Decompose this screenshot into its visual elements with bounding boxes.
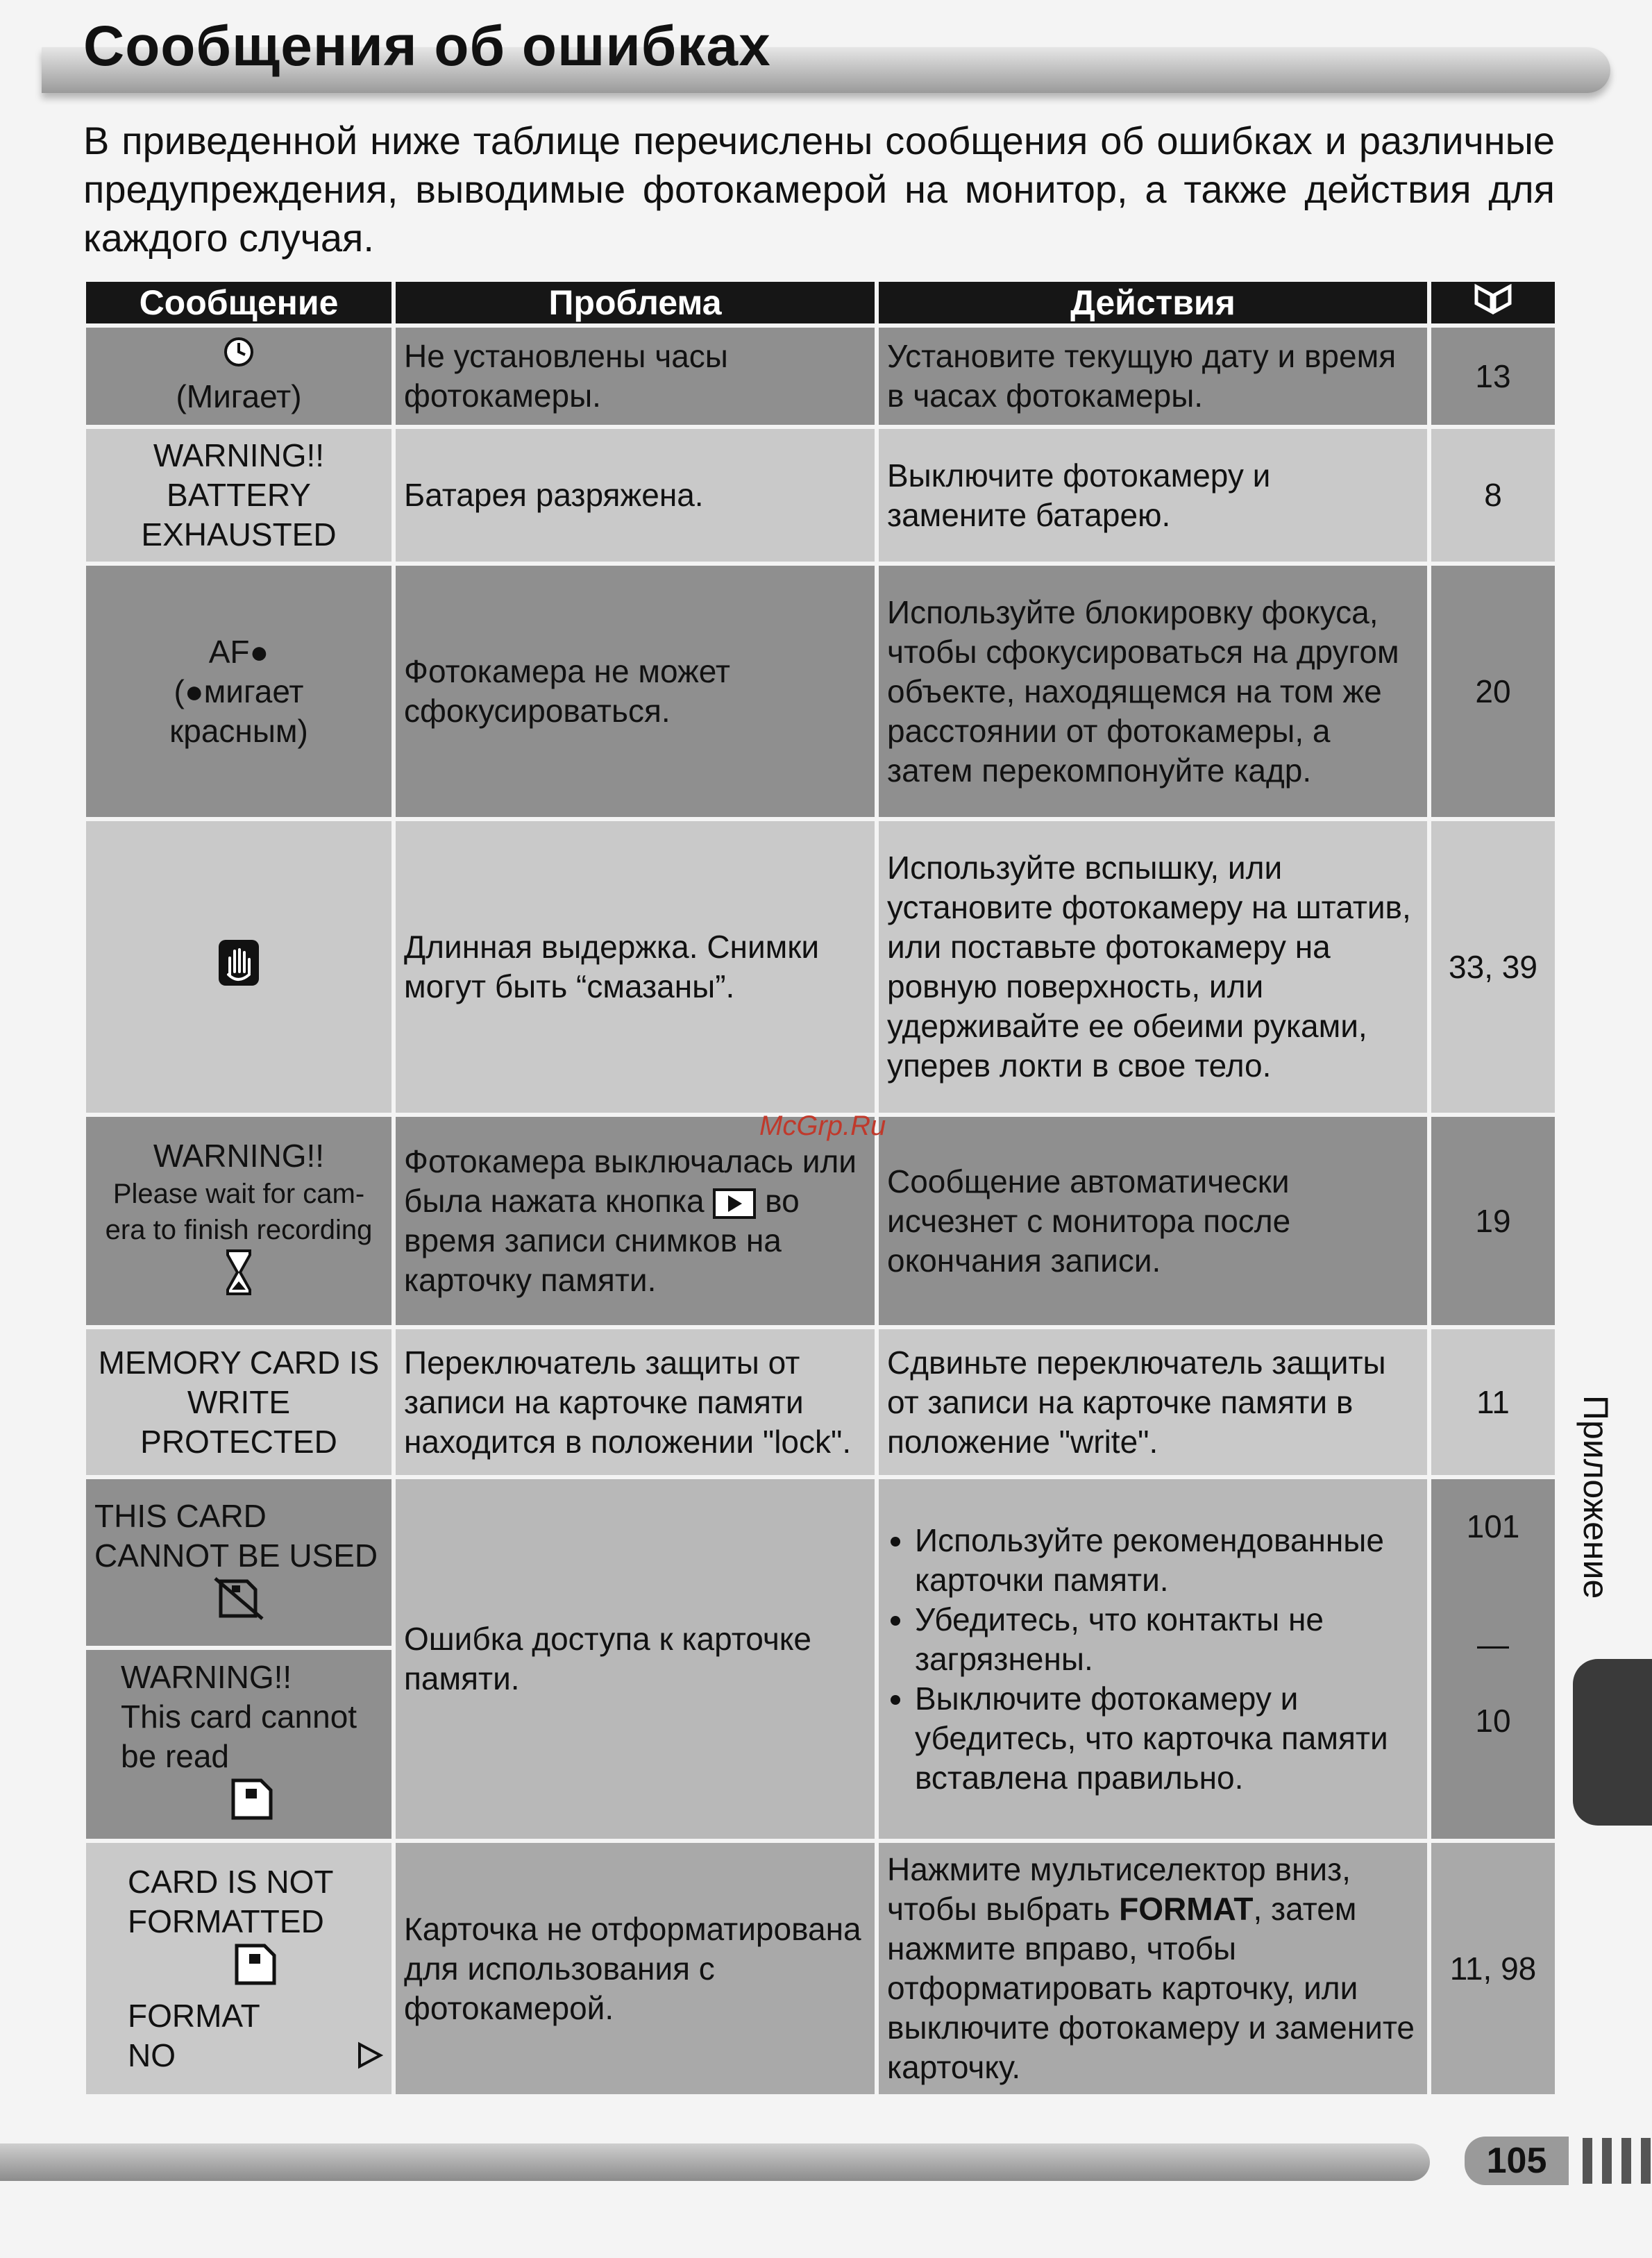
table-row xyxy=(86,1117,1555,1325)
message-cell xyxy=(86,328,391,425)
list-item: • Выключите фотокамеру и убедитесь, что карточка памяти вставлена правильно. xyxy=(915,1679,1419,1798)
page-ref: 101 xyxy=(1466,1508,1520,1544)
action-cell: Установите текущую дату и время в часах фотокамеры. xyxy=(879,328,1427,425)
action-cell: Выключите фотокамеру и замените батарею. xyxy=(879,429,1427,562)
message-text: MEMORY CARD IS xyxy=(98,1344,380,1381)
message-cell xyxy=(86,566,391,817)
problem-cell: Не установлены часы фотокамеры. xyxy=(396,328,875,425)
message-text: FORMAT xyxy=(128,1997,260,2034)
problem-cell: Переключатель защиты от записи на карточке памяти находится в положении "lock". xyxy=(396,1329,875,1475)
table-row xyxy=(86,821,1555,1113)
message-text: WARNING!! xyxy=(153,437,325,473)
action-cell xyxy=(879,1843,1427,2094)
action-cell: Сообщение автоматически исчезнет с монитора после окончания записи. xyxy=(879,1117,1427,1325)
hourglass-icon xyxy=(225,1248,253,1297)
right-arrow-icon xyxy=(355,2041,383,2069)
message-text: WRITE PROTECTED xyxy=(140,1383,337,1460)
header-message: Сообщение xyxy=(86,282,391,323)
message-text: красным) xyxy=(169,712,308,749)
message-cell xyxy=(86,1843,391,2094)
message-text: (Мигает) xyxy=(176,378,302,414)
page-number: 105 xyxy=(1465,2137,1569,2185)
page-ref-cell: 11 xyxy=(1431,1329,1555,1475)
header-page xyxy=(1431,282,1555,323)
action-cell xyxy=(879,1479,1427,1839)
memory-card-icon xyxy=(233,1941,278,1987)
message-text: NO xyxy=(128,2037,176,2073)
problem-cell: Фотокамера не может сфокусироваться. xyxy=(396,566,875,817)
problem-text: во время записи снимков на карточку памяти. xyxy=(404,1183,800,1298)
footer-bar xyxy=(0,2143,1430,2181)
table-row xyxy=(86,1329,1555,1475)
action-list xyxy=(887,1521,1419,1798)
section-side-label xyxy=(1576,1395,1617,1645)
header-action: Действия xyxy=(879,282,1427,323)
message-text: FORMATTED xyxy=(128,1903,324,1939)
page-ref: 10 xyxy=(1475,1703,1511,1739)
page-ref-cell: 11, 98 xyxy=(1431,1843,1555,2094)
memory-card-icon xyxy=(229,1776,275,1822)
problem-cell xyxy=(396,1117,875,1325)
camera-shake-hand-icon xyxy=(217,938,260,987)
page-ref-cell: 8 xyxy=(1431,429,1555,562)
message-text: CANNOT BE USED xyxy=(94,1537,378,1574)
message-text: AF● xyxy=(208,633,269,670)
message-text: be read xyxy=(121,1738,230,1774)
table-row xyxy=(86,328,1555,425)
page-ref-cell: 13 xyxy=(1431,328,1555,425)
action-keyword: FORMAT xyxy=(1119,1891,1254,1927)
playback-button-icon xyxy=(713,1188,756,1219)
message-cell xyxy=(86,1329,391,1475)
action-cell: Используйте блокировку фокуса, чтобы сфокусироваться на другом объекте, находящемся на том же расстоянии от фотокамеры, а затем перекомпонуйте кадр. xyxy=(879,566,1427,817)
page-ref-cell xyxy=(1431,1479,1555,1839)
watermark: McGrp.Ru xyxy=(759,1111,886,1141)
side-label-text: Приложение xyxy=(1576,1395,1615,1599)
message-text: (●мигает xyxy=(174,673,304,709)
table-row xyxy=(86,429,1555,562)
message-text: This card cannot xyxy=(121,1699,357,1735)
error-messages-table xyxy=(82,278,1559,2098)
message-cell xyxy=(86,1117,391,1325)
message-text: BATTERY xyxy=(167,477,311,513)
message-text: CARD IS NOT xyxy=(128,1863,334,1900)
action-cell: Используйте вспышку, или установите фотокамеру на штатив, или поставьте фотокамеру на ровную поверхность, или удерживайте ее обеими руками, уперев локти в свое тело. xyxy=(879,821,1427,1113)
message-text: WARNING!! xyxy=(153,1138,325,1174)
table-row xyxy=(86,566,1555,817)
header-problem: Проблема xyxy=(396,282,875,323)
section-tab xyxy=(1573,1659,1652,1826)
table-header-row xyxy=(86,282,1555,323)
list-item: • Используйте рекомендованные карточки памяти. xyxy=(915,1521,1419,1600)
clock-icon xyxy=(223,336,255,368)
page-ref: — xyxy=(1477,1626,1509,1662)
problem-cell: Батарея разряжена. xyxy=(396,429,875,562)
problem-cell: Ошибка доступа к карточке памяти. xyxy=(396,1479,875,1839)
message-cell xyxy=(86,821,391,1113)
page-ref-cell: 33, 39 xyxy=(1431,821,1555,1113)
action-text: Нажмите мультиселектор вниз, чтобы выбрать xyxy=(887,1851,1351,1927)
page-title: Сообщения об ошибках xyxy=(83,15,771,78)
problem-cell: Карточка не отформатирована для использования с фотокамерой. xyxy=(396,1843,875,2094)
card-not-usable-icon xyxy=(211,1576,267,1620)
intro-paragraph: В приведенной ниже таблице перечислены сообщения об ошибках и различные предупреждения, выводимые фотокамерой на монитор, а также действия для каждого случая. xyxy=(83,119,1555,260)
table-row xyxy=(86,1843,1555,2094)
footer-stripes xyxy=(1583,2138,1652,2184)
page-ref-cell: 19 xyxy=(1431,1117,1555,1325)
message-cell xyxy=(86,1479,391,1646)
table-row xyxy=(86,1479,1555,1646)
action-text: , затем нажмите вправо, чтобы отформатировать карточку, или выключите фотокамеру и замените карточку. xyxy=(887,1891,1415,2085)
message-cell xyxy=(86,429,391,562)
action-cell: Сдвиньте переключатель защиты от записи на карточке памяти в положение "write". xyxy=(879,1329,1427,1475)
problem-text: Фотокамера выключалась или была нажата кнопка xyxy=(404,1143,857,1219)
list-item: • Убедитесь, что контакты не загрязнены. xyxy=(915,1600,1419,1679)
book-icon xyxy=(1472,284,1514,314)
message-text: WARNING!! xyxy=(121,1659,292,1695)
page-ref-cell: 20 xyxy=(1431,566,1555,817)
message-text: THIS CARD xyxy=(94,1497,267,1534)
message-cell xyxy=(86,1650,391,1839)
problem-cell: Длинная выдержка. Снимки могут быть “смазаны”. xyxy=(396,821,875,1113)
message-text: era to finish recording xyxy=(105,1215,373,1245)
message-text: Please wait for cam- xyxy=(112,1179,365,1209)
message-text: EXHAUSTED xyxy=(141,516,337,553)
